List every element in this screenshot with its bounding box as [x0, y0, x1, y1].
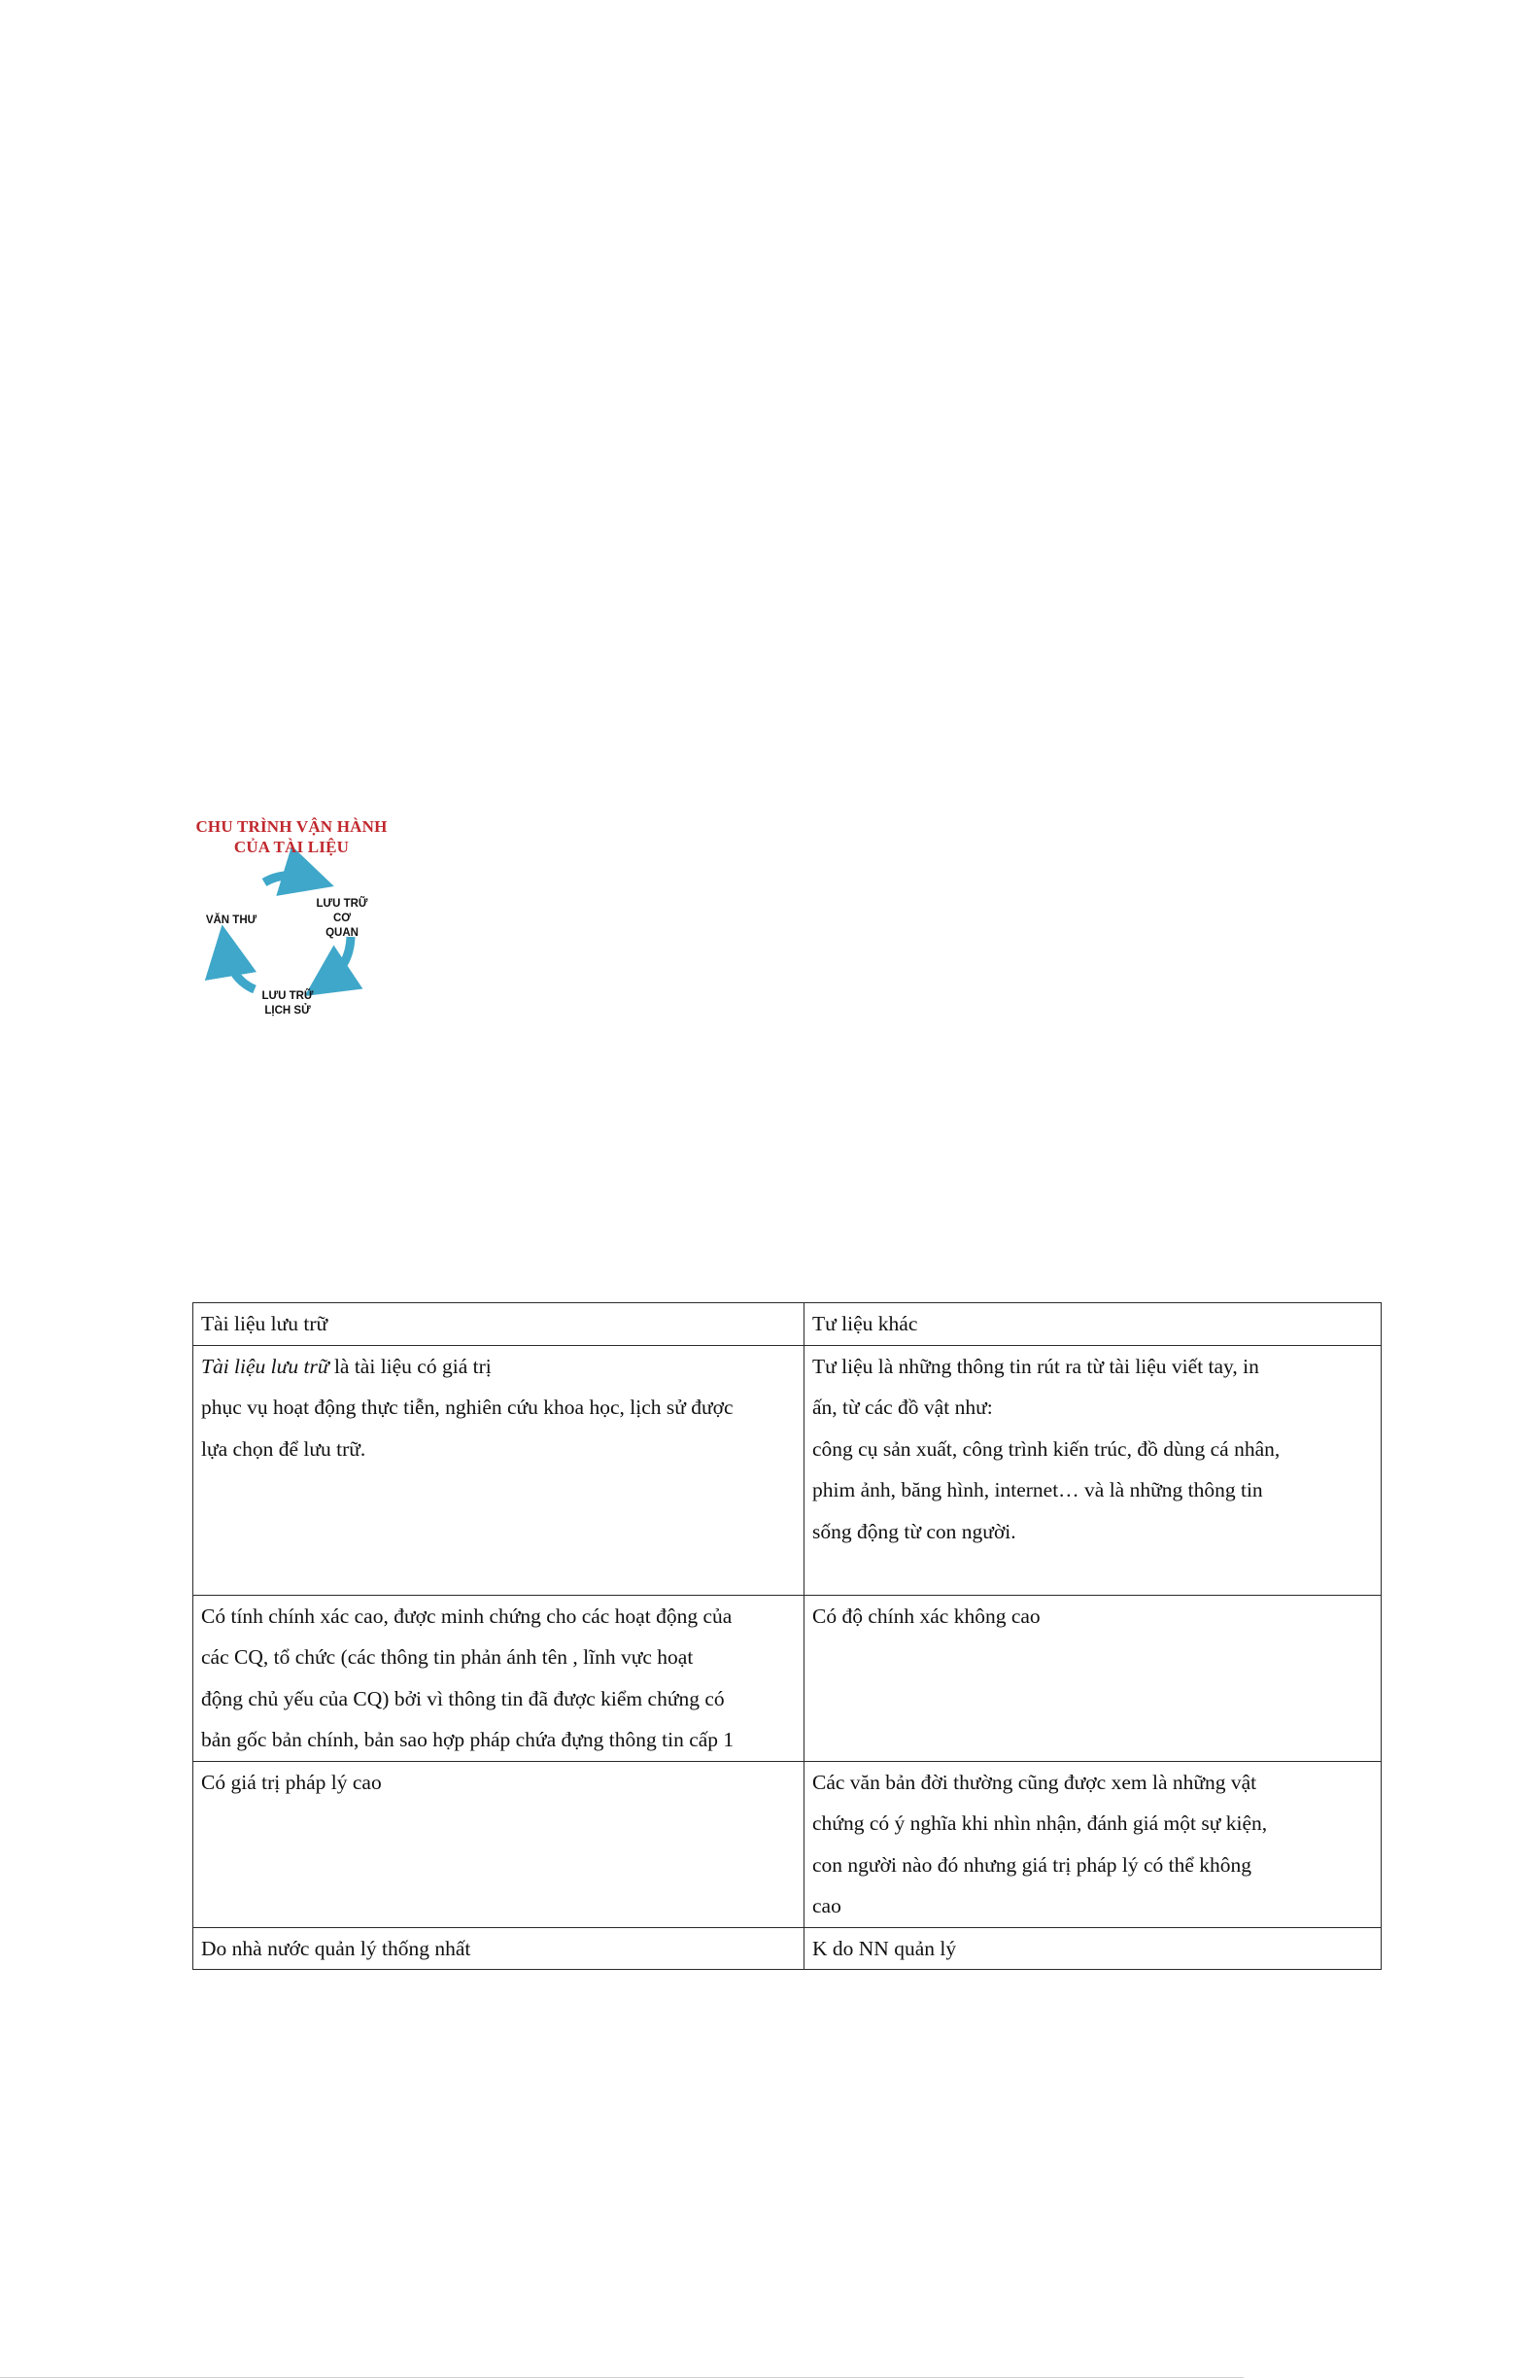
row3-right-line1: Các văn bản đời thường cũng được xem là những vật [812, 1770, 1257, 1794]
row1-right-line4: phim ảnh, băng hình, internet… và là những thông tin [812, 1478, 1263, 1501]
row1-left-line2: phục vụ hoạt động thực tiễn, nghiên cứu khoa học, lịch sử được [201, 1396, 734, 1419]
row1-left-italic-term: Tài liệu lưu trữ [201, 1354, 329, 1378]
diagram-title-line1: CHU TRÌNH VẬN HÀNH [195, 817, 388, 836]
node-van-thu-label: VĂN THƯ [205, 914, 257, 926]
row1-right-line5: sống động từ con người. [812, 1519, 1016, 1543]
node-luu-tru-co-quan-line1: LƯU TRỮ [316, 898, 368, 910]
header-left-text: Tài liệu lưu trữ [201, 1312, 328, 1335]
row1-left-cell [193, 1345, 804, 1595]
document-cycle-diagram [175, 807, 408, 1030]
row2-right-cell [804, 1595, 1382, 1761]
table-row [193, 1761, 1382, 1927]
comparison-table [192, 1302, 1382, 1970]
row3-left-line1: Có giá trị pháp lý cao [201, 1770, 382, 1794]
row2-left-line2: các CQ, tổ chức (các thông tin phản ánh tên , lĩnh vực hoạt [201, 1645, 694, 1669]
header-right-text: Tư liệu khác [812, 1312, 918, 1335]
row3-right-line2: chứng có ý nghĩa khi nhìn nhận, đánh giá một sự kiện, [812, 1811, 1268, 1835]
node-van-thu [202, 914, 260, 928]
row1-left-line1-rest: là tài liệu có giá trị [328, 1354, 492, 1378]
row3-right-line4: cao [812, 1894, 841, 1917]
node-luu-tru-lich-su [249, 989, 326, 1018]
row2-left-cell [193, 1595, 804, 1761]
row1-right-line1: Tư liệu là những thông tin rút ra từ tài liệu viết tay, in [812, 1354, 1259, 1378]
diagram-title [175, 816, 408, 857]
row1-right-cell [804, 1345, 1382, 1595]
row1-left-line3: lựa chọn để lưu trữ. [201, 1436, 366, 1461]
table-header-row [193, 1303, 1382, 1346]
row2-right-line1: Có độ chính xác không cao [812, 1604, 1041, 1628]
row4-left-cell [193, 1927, 804, 1970]
table-row [193, 1927, 1382, 1970]
row4-right-cell [804, 1927, 1382, 1970]
header-cell-tu-lieu-khac [804, 1303, 1382, 1346]
row4-left-line1: Do nhà nước quản lý thống nhất [201, 1936, 471, 1960]
row4-right-line1: K do NN quản lý [812, 1936, 957, 1960]
row3-right-line3: con người nào đó nhưng giá trị pháp lý có thể không [812, 1852, 1252, 1877]
node-luu-tru-co-quan-line3: QUAN [325, 927, 359, 939]
row2-left-line1: Có tính chính xác cao, được minh chứng cho các hoạt động của [201, 1604, 733, 1628]
node-luu-tru-lich-su-line1: LƯU TRỮ [261, 990, 314, 1002]
row3-right-cell [804, 1761, 1382, 1927]
row1-right-line3: công cụ sản xuất, công trình kiến trúc, đồ dùng cá nhân, [812, 1436, 1281, 1461]
node-luu-tru-co-quan [303, 897, 381, 941]
header-cell-tai-lieu-luu-tru [193, 1303, 804, 1346]
row2-left-line4: bản gốc bản chính, bản sao hợp pháp chứa đựng thông tin cấp 1 [201, 1728, 735, 1751]
table-row [193, 1595, 1382, 1761]
arrow-right [326, 937, 351, 982]
row1-left-line1 [201, 1346, 796, 1388]
row1-right-line2: ấn, từ các đồ vật như: [812, 1396, 993, 1419]
row3-left-cell [193, 1761, 804, 1927]
node-luu-tru-lich-su-line2: LỊCH SỬ [264, 1005, 311, 1017]
row2-left-line3: động chủ yếu của CQ) bởi vì thông tin đã được kiểm chứng có [201, 1686, 725, 1710]
node-luu-tru-co-quan-line2: CƠ [332, 913, 352, 924]
arrow-top [264, 876, 309, 882]
arrow-left [226, 950, 255, 989]
diagram-title-line2: CỦA TÀI LIỆU [233, 838, 350, 856]
page-bottom-divider [0, 2377, 1244, 2378]
table-row [193, 1345, 1382, 1595]
